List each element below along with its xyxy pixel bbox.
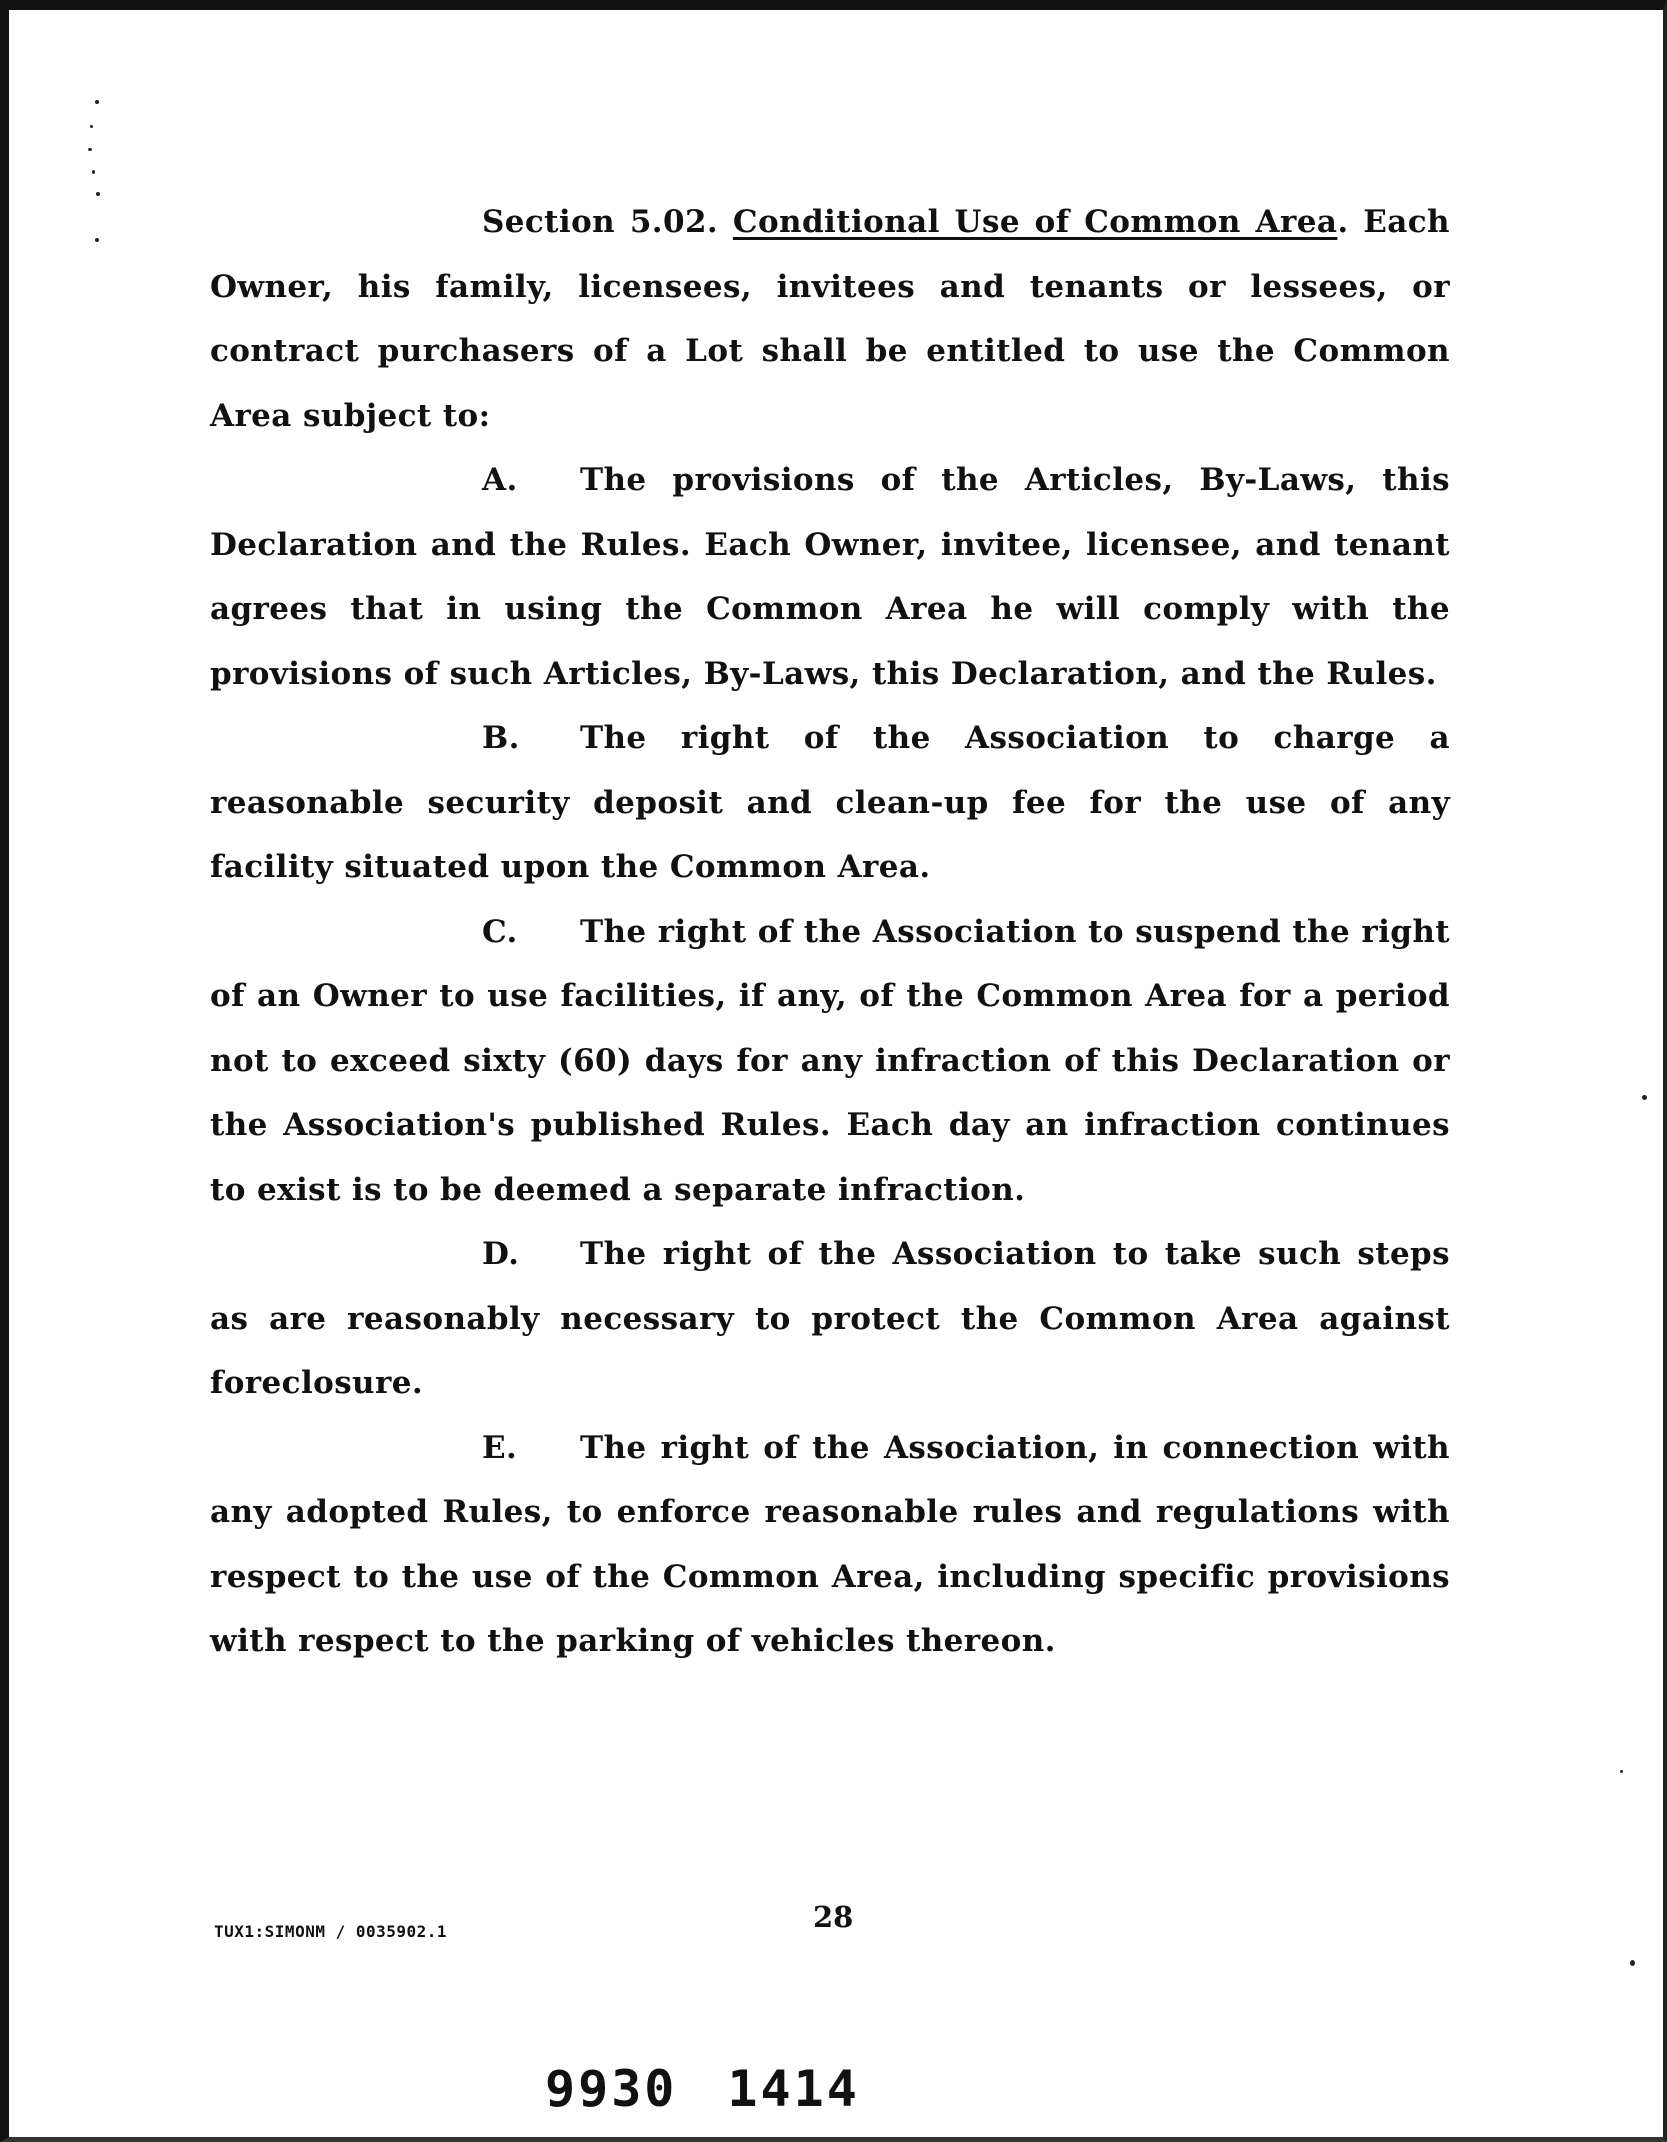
- item-letter: C.: [482, 913, 518, 950]
- scan-speck: [95, 238, 99, 242]
- section-intro: [210, 190, 1450, 448]
- item-letter: B.: [482, 720, 520, 756]
- scan-speck: [96, 192, 100, 196]
- book-page-ref: 1414: [727, 2060, 860, 2118]
- book-page-stamp: [545, 2060, 860, 2118]
- item-text: The provisions of the Articles, By-Laws, this Declaration and the Rules. Each Owner, invitee, licensee, and tenant agrees that in using the Common Area he will comply with the provisions of such Articles, By-Laws, this Declaration, and the Rules.: [210, 462, 1450, 692]
- section-intro-text: . Each Owner, his family, licensees, invitees and tenants or lessees, or contract purchasers of a Lot shall be entitled to use the Common Area subject to:: [210, 204, 1450, 434]
- section-heading: Conditional Use of Common Area: [732, 204, 1338, 240]
- scan-speck: [90, 125, 93, 128]
- scan-speck: [88, 148, 92, 151]
- document-body: [210, 190, 1450, 1674]
- list-item: [210, 900, 1450, 1223]
- page-number: 28: [813, 1900, 854, 1934]
- scan-speck: [1620, 1770, 1623, 1773]
- item-letter: D.: [482, 1236, 520, 1272]
- section-number: Section 5.02.: [482, 204, 719, 240]
- list-item: [210, 448, 1450, 706]
- item-text: The right of the Association to charge a reasonable security deposit and clean-up fee for the use of any facility situated upon the Common Area.: [210, 720, 1450, 885]
- scan-speck: [1642, 1095, 1647, 1100]
- list-item: [210, 706, 1450, 900]
- book-number: 9930: [545, 2060, 678, 2118]
- item-text: The right of the Association to suspend the right of an Owner to use facilities, if any, of the Common Area for a period not to exceed sixty (60) days for any infraction of this Declaration or the Association's published Rules. Each day an infraction continues to exist is to be deemed a separate infraction.: [210, 913, 1450, 1208]
- item-letter: E.: [482, 1429, 518, 1466]
- document-id: TUX1:SIMONM / 0035902.1: [214, 1922, 448, 1941]
- scan-speck: [95, 100, 99, 104]
- list-item: [210, 1222, 1450, 1416]
- list-item: [210, 1416, 1450, 1674]
- scan-speck: [1630, 1960, 1635, 1966]
- item-letter: A.: [482, 462, 518, 498]
- scan-speck: [92, 170, 95, 174]
- item-text: The right of the Association, in connection with any adopted Rules, to enforce reasonable rules and regulations with respect to the use of the Common Area, including specific provisions with respect to the parking of vehicles thereon.: [210, 1429, 1450, 1659]
- item-text: The right of the Association to take such steps as are reasonably necessary to protect the Common Area against foreclosure.: [210, 1236, 1450, 1401]
